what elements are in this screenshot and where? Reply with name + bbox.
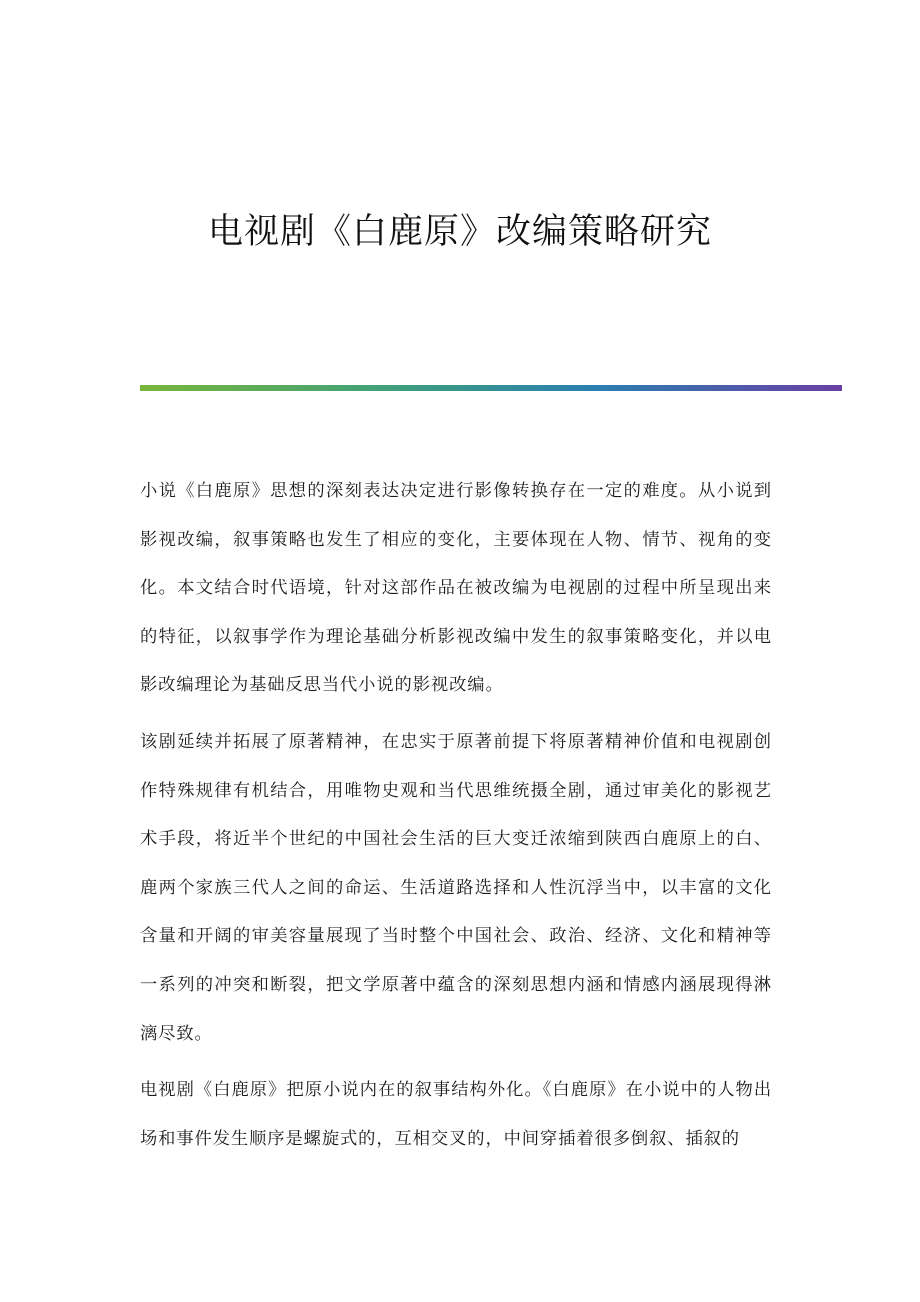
title-divider [140,385,842,391]
paragraph-3: 电视剧《白鹿原》把原小说内在的叙事结构外化。《白鹿原》在小说中的人物出场和事件发生顺序是螺旋式的，互相交叉的，中间穿插着很多倒叙、插叙的 [140,1080,772,1149]
document-title: 电视剧《白鹿原》改编策略研究 [207,212,712,252]
paragraph-2: 该剧延续并拓展了原著精神，在忠实于原著前提下将原著精神价值和电视剧创作特殊规律有机结合，用唯物史观和当代思维统摄全剧，通过审美化的影视艺术手段，将近半个世纪的中国社会生活的巨大变迁浓缩到陕西白鹿原上的白、鹿两个家族三代人之间的命运、生活道路选择和人性沉浮当中，以丰富的文化含量和开阔的审美容量展现了当时整个中国社会、政治、经济、文化和精神等一系列的冲突和断裂，把文学原著中蕴含的深刻思想内涵和情感内涵展现得淋漓尽致。 [140,731,772,1044]
document-body [140,467,772,1171]
paragraph-1: 小说《白鹿原》思想的深刻表达决定进行影像转换存在一定的难度。从小说到影视改编，叙事策略也发生了相应的变化，主要体现在人物、情节、视角的变化。本文结合时代语境，针对这部作品在被改编为电视剧的过程中所呈现出来的特征，以叙事学作为理论基础分析影视改编中发生的叙事策略变化，并以电影改编理论为基础反思当代小说的影视改编。 [140,481,772,696]
